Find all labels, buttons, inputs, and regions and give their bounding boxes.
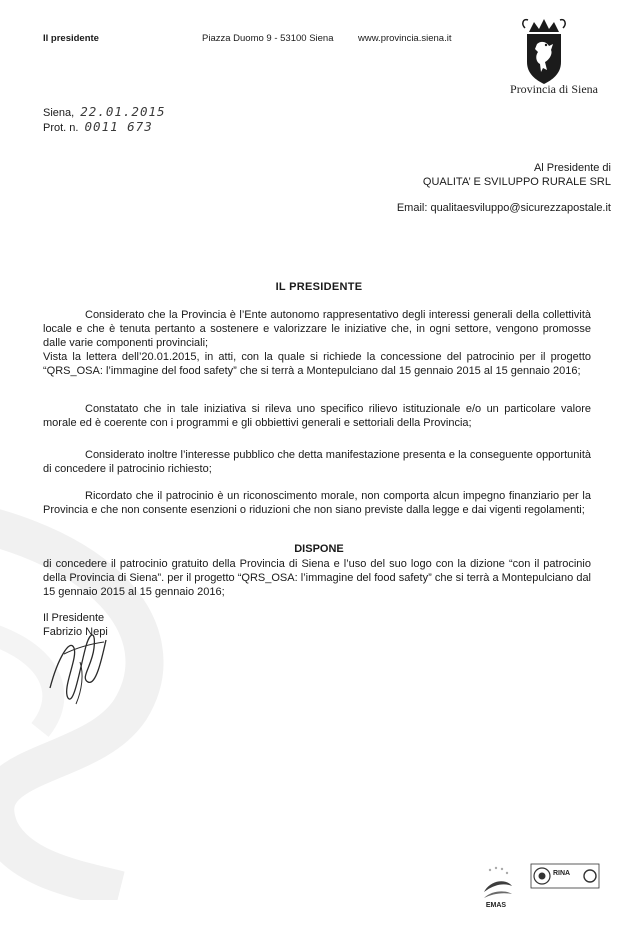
protocol-line [43,119,153,134]
rina-label: RINA [553,870,571,877]
place-date-line [43,104,166,119]
dispone-heading: DISPONE [294,543,344,555]
signature-name: Fabrizio Nepi [43,626,108,638]
paragraph-text: Considerato inoltre l’interesse pubblico che detta manifestazione presenta e la conseguente opportunità di concedere il patrocinio richiesto; [43,449,591,475]
protocol-label: Prot. n. [43,122,79,134]
header-website: www.provincia.siena.it [358,33,452,44]
signature-role: Il Presidente [43,612,105,624]
handwritten-protocol-number: 0011 673 [84,119,153,134]
paragraph-constatato [43,402,591,430]
recipient-line-2: QUALITA’ E SVILUPPO RURALE SRL [422,176,611,188]
paragraph-dispone [43,557,591,599]
handwritten-signature [40,618,120,708]
emas-label: EMAS [485,902,507,909]
paragraph-text: di concedere il patrocinio gratuito della Provincia di Siena e l’uso del suo logo con la dizione “con il patrocinio della Provincia di Siena”. per il progetto “QRS_OSA: l’immagine del food safety” che si terrà a Montepulciano dal 15 gennaio 2015 al 15 gennaio 2016; [43,558,591,598]
paragraph-text: Vista la lettera dell’20.01.2015, in atti, con la quale si richiede la concessione del patrocinio per il progetto “QRS_OSA: l’immagine del food safety” che si terrà a Montepulciano dal 15 gennaio 2015 al 15 gennaio 2016; [43,351,591,377]
institution-name: Provincia di Siena [510,82,598,96]
place-label: Siena, [43,107,75,119]
paragraph-text: Considerato che la Provincia è l’Ente autonomo rappresentativo degli interessi generali della collettività locale e che è tenuta pertanto a sostenere e valorizzare le iniziative che, in ogni settore, vengono promosse dalle varie componenti provinciali; [43,309,591,349]
paragraph-text: Ricordato che il patrocinio è un riconoscimento morale, non comporta alcun impegno finanziario per la Provincia e che non consente esenzioni o riduzioni che non siano previste dalla legge e dai vigenti regolamenti; [43,490,591,516]
handwritten-date: 22.01.2015 [80,104,166,119]
paragraph-text: Constatato che in tale iniziativa si rileva uno specifico rilievo istituzionale e/o un particolare valore morale ed è coerente con i programmi e gli obbiettivi generali e settoriali della Provincia; [43,403,591,429]
paragraph-ricordato [43,489,591,517]
province-crest-icon [519,14,569,86]
recipient-line-1: Al Presidente di [533,162,611,174]
document-title: IL PRESIDENTE [275,281,363,293]
paragraph-considerato-inoltre [43,448,591,476]
paragraph-considerato [43,308,591,378]
header-role: Il presidente [43,33,99,44]
recipient-email: Email: qualitaesviluppo@sicurezzapostale.it [396,202,611,214]
header-address: Piazza Duomo 9 - 53100 Siena [202,33,334,44]
